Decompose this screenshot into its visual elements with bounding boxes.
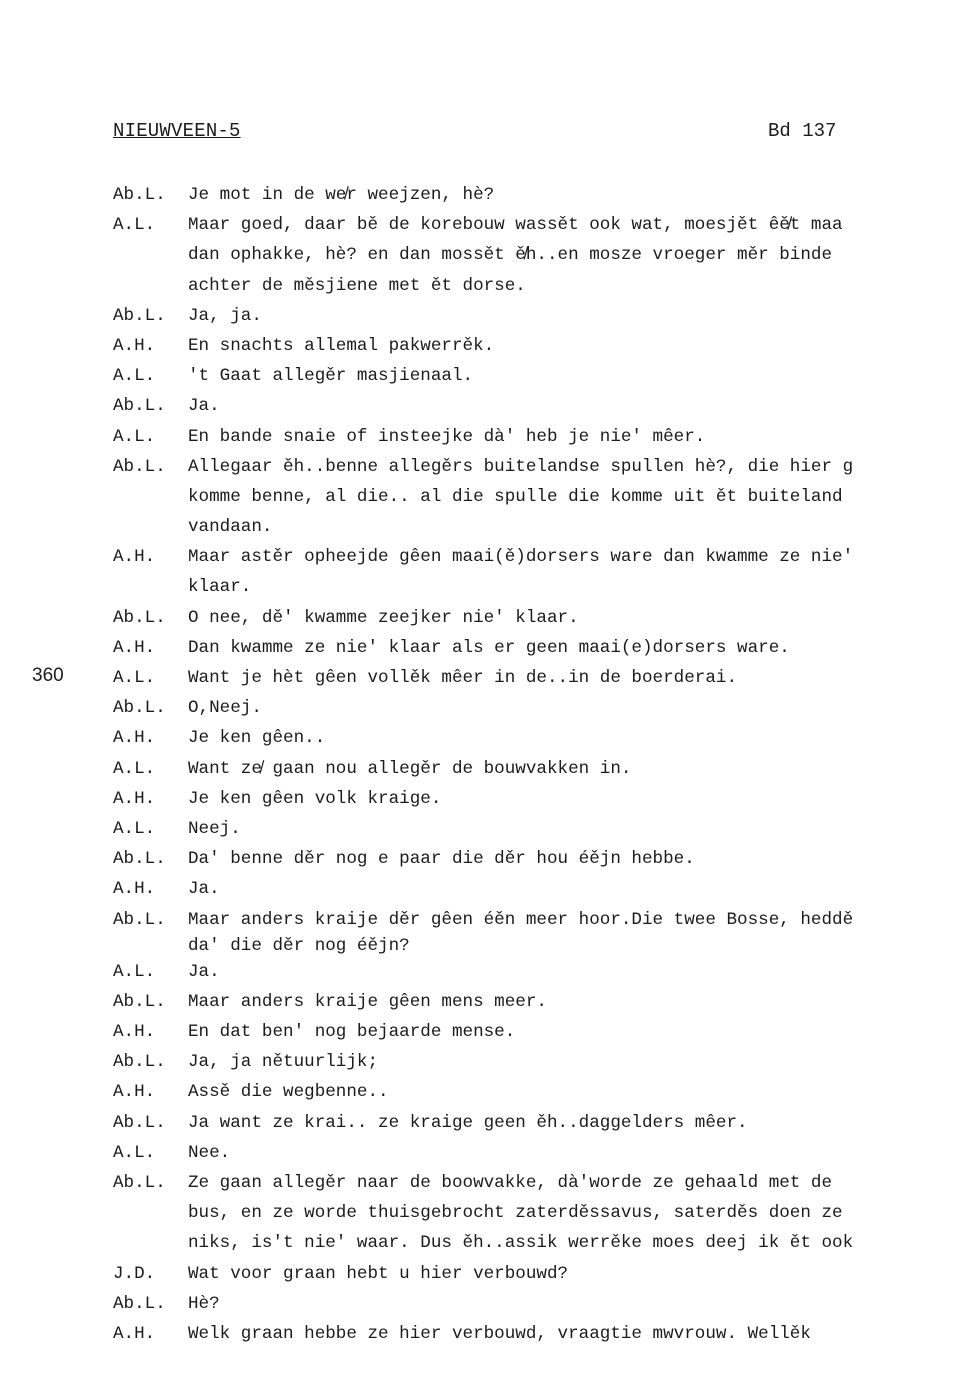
transcript-line [113,572,963,602]
utterance-text: Ja. [188,879,220,900]
utterance-text: Want ze̸ gaan nou allegěr de bouwvakken in. [188,758,632,779]
speaker-label: A.H. [113,728,156,749]
utterance-text: Ja. [188,396,220,417]
utterance-text: bus, en ze worde thuisgebrocht zaterděssavus, saterděs doen ze [188,1203,843,1224]
utterance-text: Want je hèt gêen vollěk mêer in de..in de boerderai. [188,668,738,688]
speaker-label: Ab.L. [113,1052,166,1073]
transcript-line [113,240,963,270]
speaker-label: Ab.L. [113,305,166,326]
utterance-text: En bande snaie of insteejke dà' heb je nie' mêer. [188,426,706,447]
utterance-text: Ja, ja nětuurlijk; [188,1052,379,1073]
transcript-line [113,391,963,421]
speaker-label: Ab.L. [113,909,166,930]
transcript-line [113,987,963,1017]
transcript-line [113,331,963,361]
transcript-line [113,633,963,663]
transcript-line [113,301,963,331]
margin-line-number: 360 [32,665,64,686]
utterance-text: Je ken gêen volk kraige. [188,788,442,809]
speaker-label: A.L. [113,961,156,982]
speaker-label: Ab.L. [113,849,166,870]
speaker-label: A.L. [113,426,156,447]
document-title: NIEUWVEEN-5 [113,120,241,142]
transcript-line [113,542,963,572]
speaker-label: A.H. [113,335,156,356]
speaker-label: A.L. [113,215,156,236]
utterance-text: da' die děr nog éějn? [188,935,410,956]
utterance-text: Wat voor graan hebt u hier verbouwd? [188,1263,569,1284]
transcript-line [113,874,963,904]
transcript-line [113,844,963,874]
speaker-label: A.H. [113,637,156,658]
speaker-label: Ab.L. [113,607,166,628]
utterance-text: Maar anders kraije děr gêen éěn meer hoor.Die twee Bosse, heddě [188,909,854,930]
utterance-text: Ze gaan allegěr naar de boowvakke, dà'worde ze gehaald met de [188,1173,833,1193]
transcript-line [113,905,963,935]
speaker-label: A.H. [113,788,156,809]
speaker-label: A.H. [113,1082,156,1103]
transcript-line [113,1017,963,1047]
speaker-label: A.L. [113,366,156,387]
utterance-text: O,Neej. [188,698,262,719]
speaker-label: A.L. [113,758,156,779]
transcript-line [113,422,963,452]
transcript-line [113,935,963,957]
transcript [113,180,963,1349]
speaker-label: A.H. [113,547,156,568]
transcript-line [113,512,963,542]
transcript-line [113,603,963,633]
utterance-text: Nee. [188,1142,231,1163]
transcript-line [113,180,963,210]
transcript-line [113,1138,963,1168]
speaker-label: Ab.L. [113,1173,166,1193]
utterance-text: 't Gaat allegěr masjienaal. [188,366,474,387]
utterance-text: O nee, dě' kwamme zeejker nie' klaar. [188,607,579,628]
speaker-label: A.L. [113,668,156,688]
utterance-text: Je ken gêen.. [188,728,326,749]
utterance-text: Da' benne děr nog e paar die děr hou éějn hebbe. [188,849,695,870]
transcript-line [113,452,963,482]
speaker-label: A.H. [113,879,156,900]
utterance-text: klaar. [188,577,252,598]
speaker-label: Ab.L. [113,1293,166,1314]
transcript-line [113,1228,963,1258]
speaker-label: J.D. [113,1263,156,1284]
transcript-line [113,1198,963,1228]
transcript-line [113,1168,963,1198]
utterance-text: Maar astěr opheejde gêen maai(ě)dorsers ware dan kwamme ze nie' [188,547,854,568]
speaker-label: Ab.L. [113,185,166,205]
utterance-text: vandaan. [188,517,273,538]
transcript-line [113,361,963,391]
speaker-label: A.L. [113,1142,156,1163]
page-reference: Bd 137 [768,120,837,142]
transcript-line [113,784,963,814]
speaker-label: Ab.L. [113,991,166,1012]
transcript-line [113,482,963,512]
transcript-line [113,1077,963,1107]
utterance-text: En dat ben' nog bejaarde mense. [188,1022,516,1043]
speaker-label: Ab.L. [113,456,166,477]
transcript-line [113,271,963,301]
transcript-line [113,1289,963,1319]
utterance-text: niks, is't nie' waar. Dus ěh..assik werrěke moes deej ik ět ook [188,1233,854,1254]
transcript-line [113,814,963,844]
transcript-line [113,1047,963,1077]
utterance-text: Maar goed, daar bě de korebouw wassět ook wat, moesjět êě̸t maa [188,215,843,236]
speaker-label: Ab.L. [113,396,166,417]
transcript-line [113,754,963,784]
utterance-text: dan ophakke, hè? en dan mossět ě̸h..en mosze vroeger měr binde [188,245,833,266]
utterance-text: Ja. [188,961,220,982]
utterance-text: Assě die wegbenne.. [188,1082,389,1103]
transcript-line [113,957,963,987]
transcript-line [113,1259,963,1289]
transcript-line [113,663,963,693]
utterance-text: Hè? [188,1293,220,1314]
transcript-line [113,723,963,753]
transcript-line [113,210,963,240]
speaker-label: A.H. [113,1022,156,1043]
utterance-text: Welk graan hebbe ze hier verbouwd, vraagtie mwvrouw. Wellěk [188,1323,811,1344]
transcript-line [113,1319,963,1349]
utterance-text: En snachts allemal pakwerrěk. [188,335,495,356]
utterance-text: komme benne, al die.. al die spulle die komme uit ět buiteland [188,486,843,507]
utterance-text: Ja, ja. [188,305,262,326]
utterance-text: Ja want ze krai.. ze kraige geen ěh..daggelders mêer. [188,1112,748,1133]
utterance-text: Neej. [188,818,241,839]
transcript-line [113,693,963,723]
speaker-label: A.H. [113,1323,156,1344]
speaker-label: Ab.L. [113,1112,166,1133]
utterance-text: Maar anders kraije gêen mens meer. [188,991,547,1012]
transcript-line [113,1108,963,1138]
speaker-label: A.L. [113,818,156,839]
utterance-text: Je mot in de we̸r weejzen, hè? [188,185,495,205]
speaker-label: Ab.L. [113,698,166,719]
utterance-text: Allegaar ěh..benne allegěrs buitelandse spullen hè?, die hier g [188,456,854,477]
utterance-text: achter de měsjiene met ět dorse. [188,275,526,296]
utterance-text: Dan kwamme ze nie' klaar als er geen maai(e)dorsers ware. [188,637,790,658]
